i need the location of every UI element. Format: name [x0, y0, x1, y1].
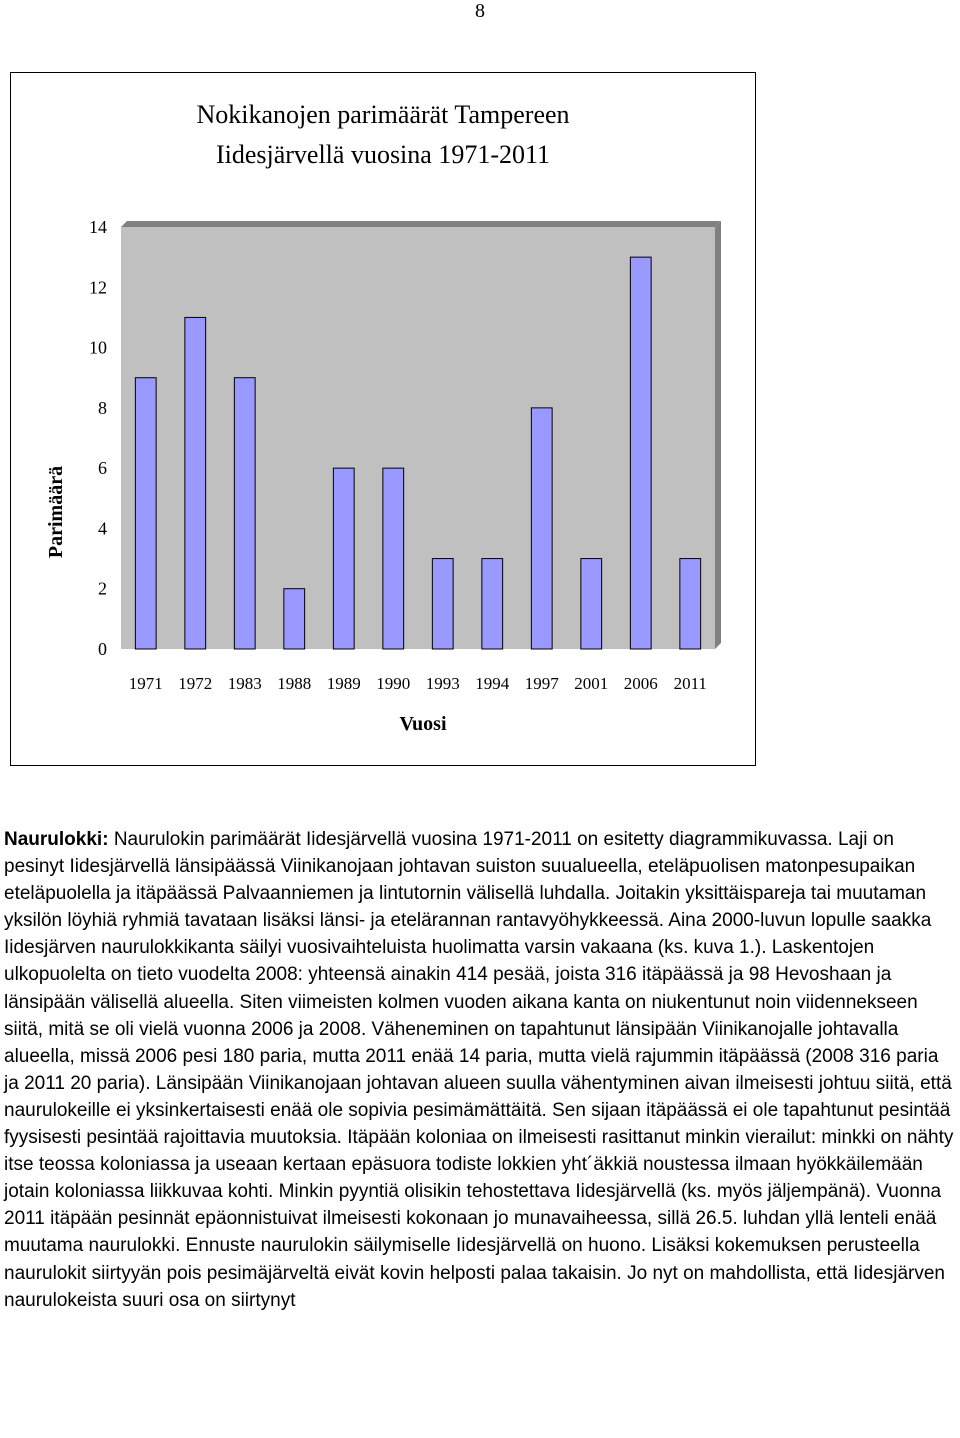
bar	[383, 468, 404, 649]
x-axis-label: Vuosi	[399, 713, 447, 735]
x-tick-label: 2001	[574, 674, 609, 693]
plot-area	[121, 227, 715, 649]
y-tick-label: 4	[98, 518, 107, 539]
bar	[482, 559, 503, 649]
bar	[135, 378, 156, 649]
chart-title: Nokikanojen parimäärät Tampereen Iidesjärvellä vuosina 1971-2011	[196, 100, 570, 169]
x-tick-label: 1988	[277, 674, 312, 693]
x-tick-label: 1997	[524, 674, 559, 693]
bar	[531, 408, 552, 649]
x-tick-label: 1990	[376, 674, 411, 693]
bar	[333, 468, 354, 649]
bar	[234, 378, 255, 649]
bar	[630, 257, 651, 649]
bar	[284, 589, 305, 649]
y-tick-label: 0	[98, 639, 107, 659]
paragraph-text: Naurulokin parimäärät Iidesjärvellä vuosina 1971-2011 on esitetty diagrammikuvassa. Laji on pesinyt Iidesjärvellä länsipäässä Viinikanojaan johtavan suiston suualueella, eteläpuolisen matonpesupaikan eteläpuolella ja itäpäässä Palvaanniemen ja lintutornin välisellä luhdalla. Joitakin yksittäispareja tai muutaman yksilön löyhiä ryhmiä tavataan lisäksi länsi- ja etelärannan rantavyöhykkeessä. Aina 2000-luvun lopulle saakka Iidesjärven naurulokkikanta säilyi vuosivaihteluista huolimatta varsin vakaana (ks. kuva 1.). Laskentojen ulkopuolelta on tieto vuodelta 2008: yhteensä ainakin 414 pesää, joista 316 itäpäässä ja 98 Hevoshaan ja länsipään välisellä alueella. Siten viimeisten kolmen vuoden aikana kanta on niukentunut noin viidennekseen siitä, mitä se oli vielä vuonna 2006 ja 2008. Väheneminen on tapahtunut länsipään Viinikanojalle johtavalla alueella, missä 2006 pesi 180 paria, mutta 2011 enää 14 paria, mutta vielä rajummin itäpäässä (2008 316 paria ja 2011 20 paria). Länsipään Viinikanojaan johtavan alueen suulla vähentyminen aivan ilmeisesti johtuu siitä, että naurulokeille ei yksinkertaisesti enää ole sopivia pesimämättäitä. Sen sijaan itäpäässä ei ole tapahtunut pesintää fyysisesti pesintää rajoittavia muutoksia. Itäpään koloniaa on ilmeisesti rasittanut minkin vierailut: minkki on nähty itse teossa koloniassa ja useaan kertaan epäsuora todiste lokkien yht´äkkiä noustessa ilmaan hyökkäilemään jotain koloniassa liikkuvaa kohti. Minkin pyyntiä olisikin tehostettava Iidesjärvellä (ks. myös jäljempänä). Vuonna 2011 itäpään pesinnät epäonnistuivat ilmeisesti kokonaan jo munavaiheessa, sillä 26.5. luhdan yllä lenteli enää muutama naurulokki. Ennuste naurulokin säilymiselle Iidesjärvellä on huono. Lisäksi kokemuksen perusteella naurulokit siirtyyän pois pesimäjärveltä eivät kovin helposti palaa takaisin. Jo nyt on mahdollista, että Iidesjärven naurulokeista suuri osa on siirtynyt	[4, 829, 954, 1311]
bar	[432, 559, 453, 649]
page-number: 8	[475, 0, 485, 22]
body-paragraph	[4, 826, 956, 1314]
y-axis-label: Parimäärä	[45, 465, 67, 559]
bar	[185, 317, 206, 649]
bar	[680, 559, 701, 649]
x-tick-label: 1971	[128, 674, 163, 693]
bar	[581, 559, 602, 649]
plot-wall-right	[715, 221, 721, 649]
chart-frame	[10, 72, 756, 766]
y-tick-label: 6	[98, 458, 107, 479]
bar-chart	[11, 73, 757, 767]
x-tick-label: 1993	[425, 674, 460, 693]
y-tick-label: 14	[89, 217, 107, 237]
x-tick-label: 1972	[178, 674, 213, 693]
x-tick-label: 2011	[673, 674, 707, 693]
x-tick-label: 1989	[326, 674, 361, 693]
y-tick-label: 8	[98, 397, 107, 418]
x-tick-label: 2006	[623, 674, 658, 693]
x-tick-label: 1983	[227, 674, 262, 693]
y-tick-label: 2	[98, 578, 107, 599]
species-label: Naurulokki:	[4, 829, 109, 850]
plot-wall-top	[121, 221, 721, 227]
y-tick-label: 12	[89, 277, 107, 298]
y-tick-label: 10	[89, 337, 107, 358]
x-tick-label: 1994	[475, 674, 510, 693]
